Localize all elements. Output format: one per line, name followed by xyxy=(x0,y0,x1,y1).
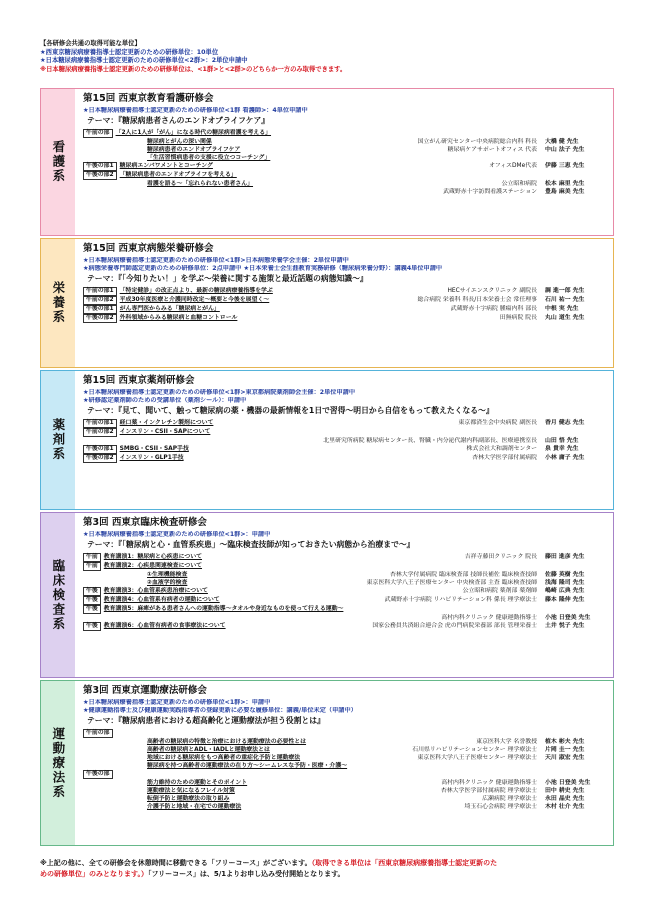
session-title: ①生理機能検査 xyxy=(147,571,188,578)
unit-note: ★日本糖尿病療養指導士認定更新のための研修単位<1群>：申請中 xyxy=(83,698,271,706)
session-tag: 午前 xyxy=(83,562,101,571)
session-row xyxy=(83,553,607,562)
session-row xyxy=(83,605,607,614)
speaker-affiliation: 杏林大学医学部付属病院 xyxy=(472,455,537,462)
session-title: SMBG・CSII・SAP手技 xyxy=(119,446,189,453)
session-title: がん専門医からみる「糖尿病とがん」 xyxy=(119,306,220,313)
section-theme: テーマ：『糖尿病患者における超高齢化と運動療法が担う役割とは』 xyxy=(87,715,325,725)
speaker-name: 天川 淑宏 先生 xyxy=(545,754,585,761)
speaker-name: 浅海 隆司 先生 xyxy=(545,579,585,586)
session-title: 介護予防と地域・在宅での運動療法 xyxy=(147,803,242,810)
speaker-affiliation: 高村内科クリニック 健康運動指導士 xyxy=(441,779,537,786)
unit-note: ★日本糖尿病療養指導士認定更新のための研修単位<1群 看護師>：4単位申請中 xyxy=(83,106,308,114)
section-body xyxy=(75,371,613,509)
unit-note: ★日本糖尿病療養指導士認定更新のための研修単位<1群>日本病態栄養学会主催：2単位申請中 xyxy=(83,256,349,264)
session-tag: 午後の部1 xyxy=(83,445,117,454)
session-title: 外科領域からみる糖尿病と血糖コントロール xyxy=(119,315,238,322)
session-row xyxy=(83,296,607,305)
speaker-name: 片岡 圭一 先生 xyxy=(545,746,585,753)
session-tag: 午前の部2 xyxy=(83,428,117,437)
unit-note: ★日本糖尿病療養指導士認定更新のための研修単位<1群>：申請中 xyxy=(83,530,271,538)
common-units-header xyxy=(40,40,630,74)
session-row xyxy=(83,754,607,762)
speaker-affiliation: 国家公務員共済組合連合会 虎の門病院栄養部 部長 管理栄養士 xyxy=(372,623,537,630)
section-body xyxy=(75,513,613,677)
session-row xyxy=(83,587,607,596)
session-title: 高齢者の糖尿病の特徴と治療における運動療法の必要性とは xyxy=(147,738,307,745)
speaker-name: 石川 祐一 先生 xyxy=(545,297,585,304)
session-title: 看護を語る～「忘れられない患者さん」 xyxy=(147,180,254,187)
session-tag: 午後 xyxy=(83,587,101,596)
session-row xyxy=(83,180,607,188)
header-unit-1: ★西東京糖尿病療養指導士認定更新のための研修単位：10単位 xyxy=(40,48,219,56)
session-row xyxy=(83,795,607,803)
side-label-text: 看護系 xyxy=(50,140,66,184)
footer-note xyxy=(40,858,630,880)
session-row xyxy=(83,596,607,605)
session-row xyxy=(83,154,607,162)
speaker-name: 小林 庸子 先生 xyxy=(545,455,585,462)
session-title: 「特定健診」の改正点より、最新の糖尿病療養指導を学ぶ xyxy=(119,288,273,295)
section-nutrition xyxy=(40,238,614,368)
session-row xyxy=(83,287,607,296)
session-title: 糖尿病患者のエンドオブライフケア xyxy=(147,146,241,153)
speaker-affiliation: 公立昭和病院 xyxy=(501,180,537,187)
side-label-text: 栄養系 xyxy=(50,281,66,325)
speaker-affiliation: 武蔵野赤十字訪問看護ステーション xyxy=(443,188,537,195)
speaker-affiliation: 株式会社大和調剤センター xyxy=(466,446,537,453)
session-row xyxy=(83,787,607,795)
speaker-affiliation: 総合病院 栄養科 科長/日本栄養士会 常任理事 xyxy=(417,297,537,304)
session-row xyxy=(83,770,607,779)
session-title: ②血液学的検査 xyxy=(147,579,188,586)
section-theme: テーマ：『「糖尿病と心・血管系疾患」～臨床検査技師が知っておきたい病態から治療まで～』 xyxy=(87,539,415,549)
session-row xyxy=(83,738,607,746)
session-title: 糖尿病を持つ高齢者の運動療法の在り方～シームレスな予防・医療・介護～ xyxy=(147,762,348,769)
speaker-name: 田中 耕史 先生 xyxy=(545,787,585,794)
speaker-affiliation: 石川県リハビリテーションセンター 理学療法士 xyxy=(412,746,537,753)
header-unit-2: ★日本糖尿病療養指導士認定更新のための研修単位<2群>：2単位申請中 xyxy=(40,57,248,64)
section-body xyxy=(75,89,613,235)
session-tag: 午前の部2 xyxy=(83,296,117,305)
speaker-name: 木村 壮介 先生 xyxy=(545,803,585,810)
session-tag: 午後の部2 xyxy=(83,171,117,180)
section-pharmacy xyxy=(40,370,614,510)
unit-note: ★病態栄養専門師認定更新のための研修単位：2点申請中 ★日本栄養士会生涯教育実務研修（糖尿病栄養分野）：講義4単位申請中 xyxy=(83,264,443,272)
section-clinical-lab xyxy=(40,512,614,678)
session-row xyxy=(83,419,607,428)
section-body xyxy=(75,239,613,367)
session-row xyxy=(83,571,607,579)
speaker-affiliation: 広瀬病院 理学療法士 xyxy=(482,795,537,802)
speaker-name: 松本 麻里 先生 xyxy=(545,180,585,187)
session-title: 教育講演1：糖尿病と心疾患について xyxy=(103,554,203,561)
session-tag: 午後 xyxy=(83,596,101,605)
session-row xyxy=(83,305,607,314)
session-tag: 午前の部 xyxy=(83,729,113,738)
session-row xyxy=(83,562,607,571)
session-title: 地域における糖尿病をもつ高齢者の重症化予防と運動療法 xyxy=(147,754,301,761)
session-row xyxy=(83,146,607,154)
session-title: 教育講演6：心血管有病者の食事療法について xyxy=(103,623,226,630)
speaker-affiliation: 武蔵野赤十字病院 腫瘍内科 部長 xyxy=(450,306,537,313)
session-row xyxy=(83,622,607,631)
speaker-name: 小池 日登美 先生 xyxy=(545,779,591,786)
session-row xyxy=(83,762,607,770)
speaker-affiliation: 田無病院 院長 xyxy=(499,315,537,322)
footer-text-2: （取得できる単位は「西東京糖尿病療養指導士認定更新のた xyxy=(311,859,498,867)
session-tag: 午前 xyxy=(83,553,101,562)
section-side-label xyxy=(41,681,75,845)
session-row xyxy=(83,129,607,138)
session-title: 教育講演3：心血管系疾患治療について xyxy=(103,588,208,595)
session-tag: 午後の部1 xyxy=(83,305,117,314)
speaker-affiliation: 東京医科大学八王子医療センター 中央検査部 主査 臨床検査技師 xyxy=(366,579,537,586)
session-title: 高齢者の糖尿病とADL・IADLと運動療法とは xyxy=(147,746,270,753)
speaker-affiliation: 公立昭和病院 薬剤部 薬剤師 xyxy=(462,588,537,595)
session-row xyxy=(83,779,607,787)
session-title: インスリン・GLP1手技 xyxy=(119,455,184,462)
session-row xyxy=(83,428,607,437)
speaker-name: 植木 彬夫 先生 xyxy=(545,738,585,745)
session-title: 糖尿病とがんの深い関係 xyxy=(147,138,212,145)
speaker-affiliation: 東京医科大学八王子医療センター 理学療法士 xyxy=(417,754,537,761)
session-row xyxy=(83,138,607,146)
speaker-name: 嶋崎 広典 先生 xyxy=(545,588,585,595)
section-theme: テーマ：『「今知りたい！」を学ぶ～栄養に関する施策と最近話題の病態知識～』 xyxy=(87,273,368,283)
speaker-affiliation: 高村内科クリニック 健康運動指導士 xyxy=(441,614,537,621)
session-tag: 午後の部2 xyxy=(83,314,117,323)
footer-text-3: めの研修単位」のみとなります。） xyxy=(40,870,148,878)
session-row xyxy=(83,746,607,754)
speaker-name: 佐藤 英樹 先生 xyxy=(545,571,585,578)
section-body xyxy=(75,681,613,845)
section-theme: テーマ：『見て、聞いて、触って糖尿病の薬・機器の最新情報を1日で習得～明日から自信をもって教えたくなる～』 xyxy=(87,405,494,415)
speaker-affiliation: 杏林大学付属病院 臨床検査部 技師長補佐 臨床検査技師 xyxy=(390,571,537,578)
speaker-affiliation: 東京医科大学 名誉教授 xyxy=(476,738,537,745)
session-row xyxy=(83,729,607,738)
session-title: 筋力維持のための運動とそのポイント xyxy=(147,779,248,786)
speaker-name: 山田 悟 先生 xyxy=(545,437,579,444)
session-row xyxy=(83,614,607,622)
session-row xyxy=(83,579,607,587)
speaker-name: 小池 日登美 先生 xyxy=(545,614,591,621)
session-tag: 午前の部1 xyxy=(83,419,117,428)
session-title: 「生活習慣病患者の支援に役立つコーチング」 xyxy=(147,154,271,161)
session-row xyxy=(83,803,607,811)
speaker-affiliation: 武蔵野赤十字病院 リハビリテーション科 係長 理学療法士 xyxy=(384,597,537,604)
side-label-text: 運動療法系 xyxy=(50,726,66,800)
side-label-text: 臨床検査系 xyxy=(50,558,66,632)
speaker-name: 調 進一郎 先生 xyxy=(545,288,585,295)
session-row xyxy=(83,454,607,463)
speaker-name: 香月 健志 先生 xyxy=(545,420,585,427)
section-title: 第3回 西東京臨床検査研修会 xyxy=(83,517,207,528)
session-tag: 午後の部 xyxy=(83,770,113,779)
section-theme: テーマ：『糖尿病患者さんのエンドオブライフケア』 xyxy=(87,115,270,125)
session-row xyxy=(83,188,607,196)
footer-text-1: ※上記の他に、全ての研修会を休憩時間に移動できる「フリーコース」がございます。 xyxy=(40,859,312,867)
session-title: 教育講演4：心血管系有病者の運動について xyxy=(103,597,220,604)
session-title: 糖尿病エンパワメントとコーチング xyxy=(119,163,213,170)
section-title: 第15回 西東京薬剤研修会 xyxy=(83,375,195,386)
speaker-affiliation: 吉祥寺藤田クリニック 院長 xyxy=(464,554,537,561)
section-title: 第15回 西東京教育看護研修会 xyxy=(83,93,214,104)
speaker-affiliation: 杏林大学医学部付属病院 理学療法士 xyxy=(440,787,537,794)
session-title: 「糖尿病患者のエンドオブライフを考える」 xyxy=(119,172,237,179)
speaker-name: 豊島 麻美 先生 xyxy=(545,188,585,195)
session-title: 経口薬・インクレチン製剤について xyxy=(119,420,214,427)
unit-note: ★研修認定薬剤師のための受講単位（薬剤シール）：申請中 xyxy=(83,396,247,404)
session-tag: 午前の部1 xyxy=(83,287,117,296)
session-row xyxy=(83,162,607,171)
side-label-text: 薬剤系 xyxy=(50,418,66,462)
header-title: 【各研修会共通の取得可能な単位】 xyxy=(40,40,141,47)
speaker-name: 大橋 健 先生 xyxy=(545,138,579,145)
section-side-label xyxy=(41,239,75,367)
session-row xyxy=(83,314,607,323)
session-title: 運動療法と気になるフレイル対策 xyxy=(147,787,235,794)
session-tag: 午後の部1 xyxy=(83,162,117,171)
speaker-name: 丸山 道生 先生 xyxy=(545,315,585,322)
session-title: 「2人に1人が「がん」になる時代の糖尿病看護を考える」 xyxy=(115,130,272,137)
speaker-name: 中根 実 先生 xyxy=(545,306,579,313)
speaker-affiliation: 糖尿病ケアサポートオフィス 代表 xyxy=(447,146,537,153)
session-row xyxy=(83,445,607,454)
session-tag: 午後 xyxy=(83,622,101,631)
session-tag: 午前の部 xyxy=(83,129,113,138)
speaker-name: 永田 晶史 先生 xyxy=(545,795,585,802)
speaker-name: 中山 法子 先生 xyxy=(545,146,585,153)
speaker-affiliation: 東京都済生会中央病院 副医長 xyxy=(458,420,537,427)
speaker-affiliation: オフィスDMe代表 xyxy=(489,163,537,170)
speaker-name: 土井 悦子 先生 xyxy=(545,623,585,630)
header-notice: ※日本糖尿病療養指導士認定更新のための研修単位は、<1群>と<2群>のどちらか一方のみ取得できます。 xyxy=(40,65,347,73)
session-title: 転倒予防と運動療法の取り組み xyxy=(147,795,230,802)
speaker-name: 藤田 進彦 先生 xyxy=(545,554,585,561)
speaker-name: 泉 貴幸 先生 xyxy=(545,446,579,453)
speaker-name: 伊藤 三恵 先生 xyxy=(545,163,585,170)
footer-text-4: 「フリーコース」は、5/1よりお申し込み受付開始となります。 xyxy=(147,870,345,878)
session-row xyxy=(83,437,607,445)
section-nursing xyxy=(40,88,614,236)
session-tag: 午後 xyxy=(83,605,101,614)
section-exercise xyxy=(40,680,614,846)
section-title: 第15回 西東京病態栄養研修会 xyxy=(83,243,214,254)
section-side-label xyxy=(41,371,75,509)
session-title: 教育講演2：心疾患関連検査について xyxy=(103,563,203,570)
session-title: 教育講演5：麻痺がある患者さんへの運動指導～タオルや身近なものを使って行える運動～ xyxy=(103,606,344,613)
session-title: インスリン・CSII・SAPについて xyxy=(119,429,211,436)
session-row xyxy=(83,171,607,180)
unit-note: ★健康運動指導士及び健康運動実践指導者の登録更新に必要な履修単位：講義/単位未定（申請中） xyxy=(83,706,357,714)
speaker-affiliation: 埼玉石心会病院 理学療法士 xyxy=(464,803,537,810)
speaker-affiliation: 北里研究所病院 糖尿病センター長、腎臓・内分泌代謝内科副部長、医療連携室長 xyxy=(323,437,537,444)
section-title: 第3回 西東京運動療法研修会 xyxy=(83,685,207,696)
session-title: 平成30年度医療と介護同時改定～概要と今後を展望く～ xyxy=(119,297,270,304)
session-tag: 午後の部2 xyxy=(83,454,117,463)
speaker-name: 藤本 隆伸 先生 xyxy=(545,597,585,604)
section-side-label xyxy=(41,513,75,677)
unit-note: ★日本糖尿病療養指導士認定更新のための研修単位<1群>東京都病院薬剤師会主催：2単位申請中 xyxy=(83,388,356,396)
speaker-affiliation: HECサイエンスクリニック 副院長 xyxy=(447,288,537,295)
speaker-affiliation: 国立がん研究センター中央病院総合内科 科長 xyxy=(417,138,537,145)
section-side-label xyxy=(41,89,75,235)
